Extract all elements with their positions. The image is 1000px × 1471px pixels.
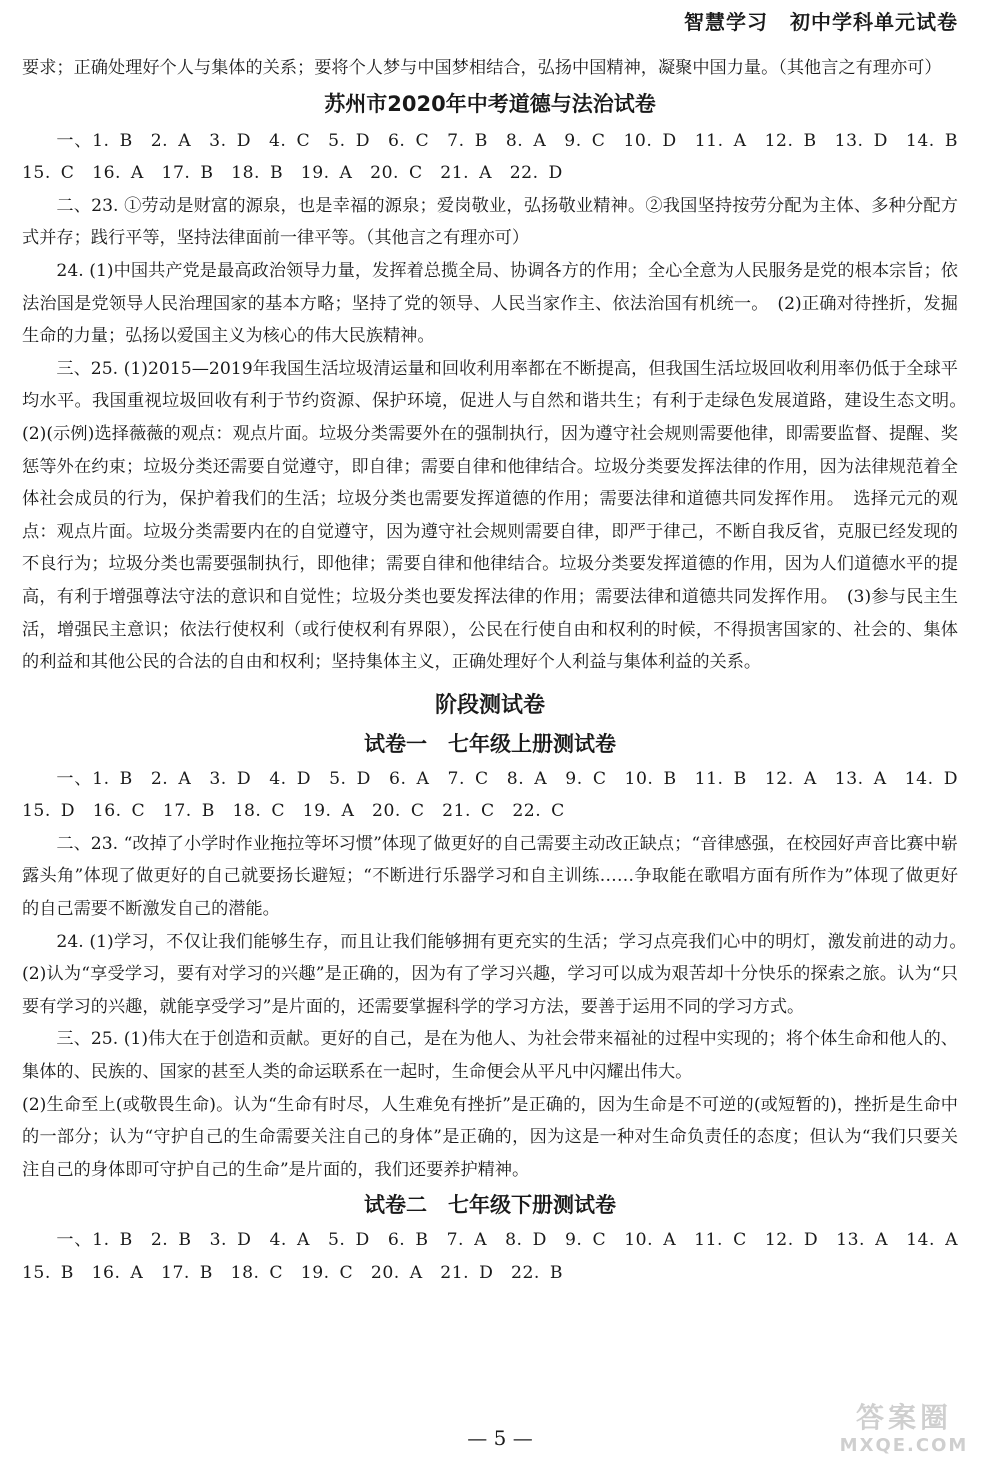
watermark-text: 答案圈	[855, 1401, 952, 1434]
exam1-q25: 三、25. (1)2015—2019年我国生活垃圾清运量和回收利用率都在不断提高，但我国生活垃圾回收利用率仍低于全球平均水平。我国重视垃圾回收有利于节约资源、保护环境，促进人与自然和谐共生；有利于走绿色发展道路，建设生态文明。 (2)(示例)选择薇薇的观点：观点片面。垃圾分类需要外在的强制执行，因为遵守社会规则需要他律，即需要监督、提醒、奖惩等外在约束；垃圾分类还需要自觉遵守，即自律；需要自律和他律结合。垃圾分类要发挥法律的作用，因为法律规范着全体社会成员的行为，保护着我们的生活；垃圾分类也需要发挥道德的作用；需要法律和道德共同发挥作用。 选择元元的观点：观点片面。垃圾分类需要内在的自觉遵守，因为遵守社会规则需要自律，即严于律己，不断自我反省，克服已经发现的不良行为；垃圾分类也需要强制执行，即他律；需要自律和他律结合。垃圾分类要发挥道德的作用，因为人们道德水平的提高，有利于增强尊法守法的意识和自觉性；垃圾分类也要发挥法律的作用；需要法律和道德共同发挥作用。 (3)参与民主生活，增强民主意识；依法行使权利（或行使权利有界限），公民在行使自由和权利的时候，不得损害国家的、社会的、集体的利益和其他公民的合法的自由和权利；坚持集体主义，正确处理好个人利益与集体利益的关系。	[22, 358, 976, 673]
exam1-mc-answers: 一、1. B 2. A 3. D 4. C 5. D 6. C 7. B 8. A 9. C 10. D 11. A 12. B 13. D 14. B 15. C 16. A 17. B 18. B 19. A 20. C 21. A 22. D	[22, 130, 976, 184]
exam2-q23: 二、23. “改掉了小学时作业拖拉等坏习惯”体现了做更好的自己需要主动改正缺点；“音律感强，在校园好声音比赛中崭露头角”体现了做更好的自己就要扬长避短；“不断进行乐器学习和自主训练……争取能在歌唱方面有所作为”体现了做更好的自己需要不断激发自己的潜能。	[22, 833, 958, 920]
exam3-title: 试卷二 七年级下册测试卷	[364, 1193, 616, 1218]
exam2-q25-part1: 三、25. (1)伟大在于创造和贡献。更好的自己，是在为他人、为社会带来福祉的过程中实现的；将个体生命和他人的、集体的、民族的、国家的甚至人类的命运联系在一起时，生命便会从平凡中闪耀出伟大。	[22, 1029, 958, 1083]
watermark-logo	[824, 1401, 984, 1463]
page-content	[22, 52, 976, 1290]
exam2-mc-answers: 一、1. B 2. A 3. D 4. D 5. D 6. A 7. C 8. A 9. C 10. B 11. B 12. A 13. A 14. D 15. D 16. C 17. B 18. C 19. A 20. C 21. C 22. C	[22, 768, 976, 822]
exam2-q25-part2: (2)生命至上(或敬畏生命)。认为“生命有时尽，人生难免有挫折”是正确的，因为生命是不可逆的(或短暂的)，挫折是生命中的一部分；认为“守护自己的生命需要关注自己的身体”是正确的，因为这是一种对生命负责任的态度；但认为“我们只要关注自己的身体即可守护自己的生命”是片面的，我们还要养护精神。	[22, 1094, 958, 1180]
header-series: 智慧学习	[684, 10, 768, 34]
intro-paragraph: 要求；正确处理好个人与集体的关系；要将个人梦与中国梦相结合，弘扬中国精神，凝聚中国力量。（其他言之有理亦可）	[22, 58, 942, 78]
watermark-url: MXQE.COM	[839, 1435, 969, 1456]
exam2-q24: 24. (1)学习，不仅让我们能够生存，而且让我们能够拥有更充实的生活；学习点亮我们心中的明灯，激发前进的动力。 (2)认为“享受学习，要有对学习的兴趣”是正确的，因为有了学习兴趣，学习可以成为艰苦却十分快乐的探索之旅。认为“只要有学习的兴趣，就能享受学习”是片面的，还需要掌握科学的学习方法，要善于运用不同的学习方式。	[22, 931, 976, 1017]
page-number: — 5 —	[467, 1426, 533, 1450]
header-book-title: 初中学科单元试卷	[790, 10, 958, 34]
running-header	[684, 6, 958, 35]
exam3-mc-answers: 一、1. B 2. B 3. D 4. A 5. D 6. B 7. A 8. D 9. C 10. A 11. C 12. D 13. A 14. A 15. B 16. A 17. B 18. C 19. C 20. A 21. D 22. B	[22, 1230, 976, 1283]
exam2-title: 试卷一 七年级上册测试卷	[364, 731, 616, 756]
section-title: 阶段测试卷	[434, 692, 545, 718]
exam1-q23: 二、23. ①劳动是财富的源泉，也是幸福的源泉；爱岗敬业，弘扬敬业精神。②我国坚持按劳分配为主体、多种分配方式并存；践行平等，坚持法律面前一律平等。（其他言之有理亦可）	[22, 195, 958, 249]
exam1-title: 苏州市2020年中考道德与法治试卷	[324, 91, 656, 116]
exam1-q24: 24. (1)中国共产党是最高政治领导力量，发挥着总揽全局、协调各方的作用；全心全意为人民服务是党的根本宗旨；依法治国是党领导人民治理国家的基本方略；坚持了党的领导、人民当家作主、依法治国有机统一。 (2)正确对待挫折，发掘生命的力量；弘扬以爱国主义为核心的伟大民族精神。	[22, 260, 958, 347]
